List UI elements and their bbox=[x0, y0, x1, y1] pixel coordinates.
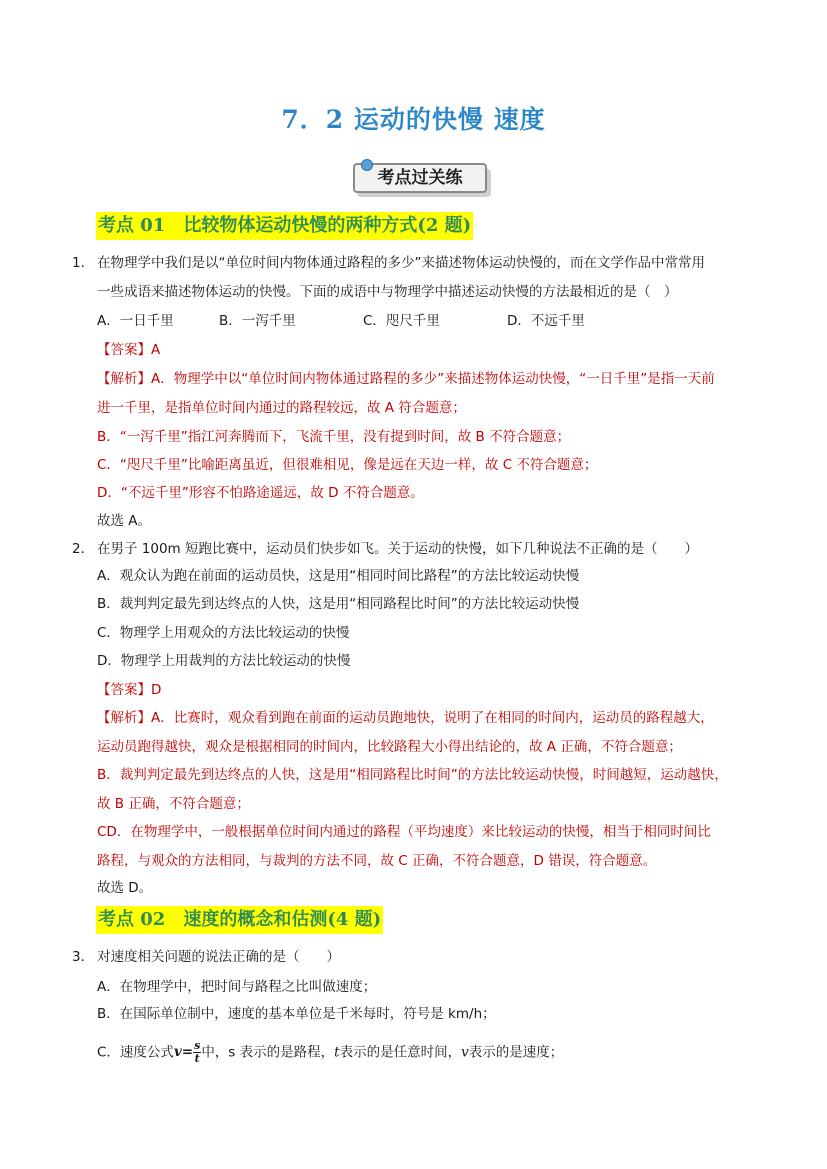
question-number-1: 1． bbox=[72, 255, 95, 271]
question-1-stem-line1: 在物理学中我们是以“单位时间内物体通过路程的多少”来描述物体运动快慢的，而在文学作品中常常用 bbox=[97, 255, 705, 271]
analysis-1-line4: C．“咫尺千里”比喻距离虽近，但很难相见，像是远在天边一样，故 C 不符合题意； bbox=[97, 457, 598, 473]
answer-2: 【答案】D bbox=[97, 682, 162, 698]
page-title: 7．2 运动的快慢 速度 bbox=[281, 105, 546, 134]
question-number-3: 3． bbox=[72, 949, 95, 965]
pin-icon bbox=[361, 159, 373, 171]
option-d: D．不远千里 bbox=[507, 313, 585, 329]
option-c-prefix: C．速度公式 bbox=[97, 1044, 174, 1061]
question-2-option-d: D．物理学上用裁判的方法比较运动的快慢 bbox=[97, 653, 351, 669]
question-2-stem: 在男子 100m 短跑比赛中，运动员们快步如飞。关于运动的快慢，如下几种说法不正确的是（ ） bbox=[97, 541, 698, 557]
var-v: v bbox=[461, 1044, 469, 1061]
analysis-1-line5: D．“不远千里”形容不怕路途遥远，故 D 不符合题意。 bbox=[97, 485, 424, 501]
option-a: A．一日千里 bbox=[97, 313, 174, 329]
option-c-text2: 表示的是任意时间， bbox=[339, 1044, 462, 1061]
question-number-2: 2． bbox=[72, 541, 95, 557]
section-badge bbox=[351, 159, 491, 197]
option-c-text1: 中，s 表示的是路程， bbox=[201, 1044, 335, 1061]
analysis-1-line1: 【解析】A．物理学中以“单位时间内物体通过路程的多少”来描述物体运动快慢，“一日千里”是指一天前 bbox=[97, 371, 715, 387]
question-1-stem-line2: 一些成语来描述物体运动的快慢。下面的成语中与物理学中描述运动快慢的方法最相近的是（ ） bbox=[97, 284, 678, 300]
formula-denominator: t bbox=[194, 1052, 200, 1065]
section-heading-2: 考点 02 速度的概念和估测(4 题) bbox=[96, 906, 383, 934]
question-1-options bbox=[97, 311, 585, 331]
speed-formula bbox=[174, 1040, 201, 1065]
question-3-stem: 对速度相关问题的说法正确的是（ ） bbox=[97, 949, 340, 965]
badge-label: 考点过关练 bbox=[353, 163, 487, 193]
analysis-2-line6: 路程，与观众的方法相同，与裁判的方法不同，故 C 正确，不符合题意，D 错误，符合题意。 bbox=[97, 853, 657, 869]
analysis-2-line3: B．裁判判定最先到达终点的人快，这是用“相同路程比时间”的方法比较运动快慢，时间越短，运动越快， bbox=[97, 767, 728, 783]
question-2-option-a: A．观众认为跑在前面的运动员快，这是用“相同时间比路程”的方法比较运动快慢 bbox=[97, 568, 580, 584]
analysis-2-line2: 运动员跑得越快，观众是根据相同的时间内，比较路程大小得出结论的，故 A 正确，不符合题意； bbox=[97, 739, 682, 755]
analysis-2-line1: 【解析】A．比赛时，观众看到跑在前面的运动员跑地快，说明了在相同的时间内，运动员的路程越大， bbox=[97, 710, 714, 726]
answer-1: 【答案】A bbox=[97, 342, 161, 358]
question-3-option-b: B．在国际单位制中，速度的基本单位是千米每时，符号是 km/h； bbox=[97, 1006, 496, 1022]
formula-v: v bbox=[173, 1044, 182, 1060]
var-t: t bbox=[334, 1044, 340, 1061]
formula-equals: = bbox=[181, 1044, 194, 1060]
analysis-2-line5: CD．在物理学中，一般根据单位时间内通过的路程（平均速度）来比较运动的快慢，相当于相同时间比 bbox=[97, 824, 711, 840]
conclusion-2: 故选 D。 bbox=[97, 880, 153, 896]
analysis-1-line2: 进一千里，是指单位时间内通过的路程较远，故 A 符合题意； bbox=[97, 400, 466, 416]
analysis-2-line4: 故 B 正确，不符合题意； bbox=[97, 796, 250, 812]
question-2-option-b: B．裁判判定最先到达终点的人快，这是用“相同路程比时间”的方法比较运动快慢 bbox=[97, 596, 580, 612]
option-c-text3: 表示的是速度； bbox=[468, 1044, 564, 1061]
question-3-option-a: A．在物理学中，把时间与路程之比叫做速度； bbox=[97, 979, 377, 995]
option-c: C．咫尺千里 bbox=[363, 313, 440, 329]
conclusion-1: 故选 A。 bbox=[97, 513, 152, 529]
option-b: B．一泻千里 bbox=[219, 313, 296, 329]
section-heading-1: 考点 01 比较物体运动快慢的两种方式(2 题) bbox=[96, 212, 473, 240]
analysis-1-line3: B．“一泻千里”指江河奔腾而下，飞流千里，没有提到时间，故 B 不符合题意； bbox=[97, 429, 571, 445]
question-3-option-c bbox=[97, 1040, 563, 1065]
formula-numerator: s bbox=[194, 1039, 201, 1052]
question-2-option-c: C．物理学上用观众的方法比较运动的快慢 bbox=[97, 625, 350, 641]
